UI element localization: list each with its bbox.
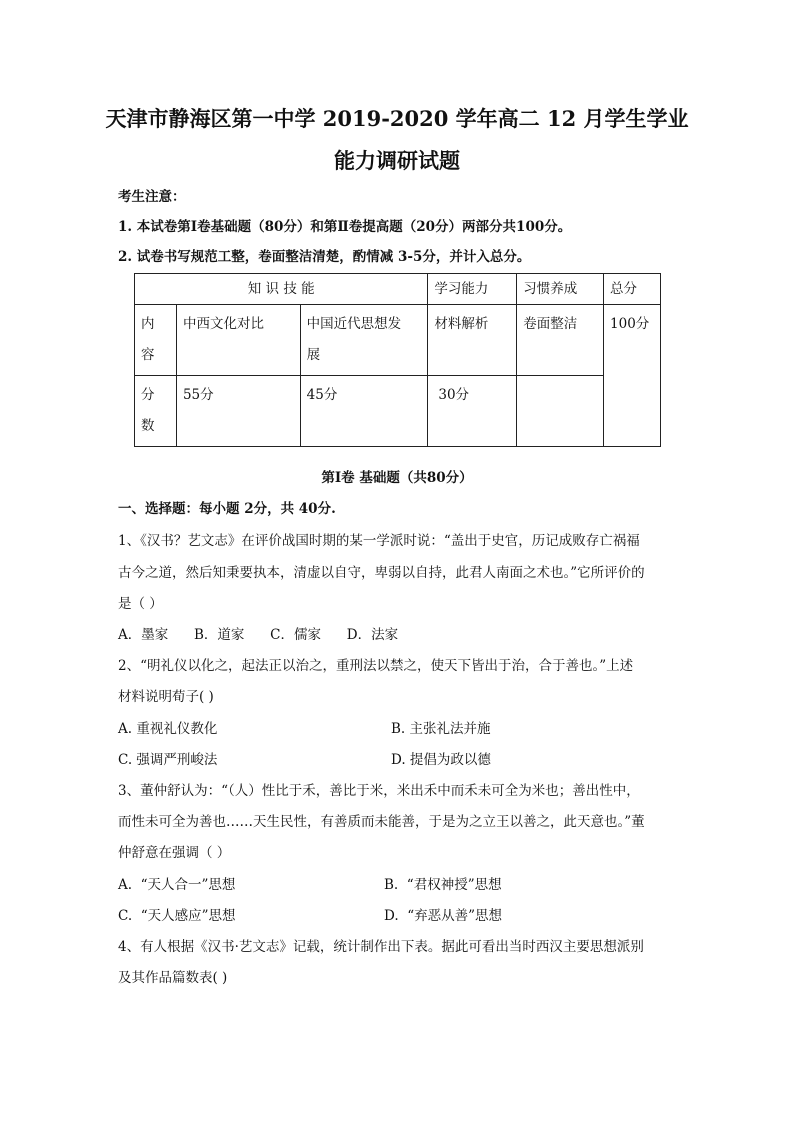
header-knowledge-skills: 知 识 技 能 [135,274,428,305]
score-row-label [135,376,177,447]
score-cell-culture: 55分 [176,376,300,447]
notice-item-2: 2. 试卷书写规范工整，卷面整洁清楚，酌情减 3-5分，并计入总分。 [118,249,531,265]
score-cell-neatness [517,376,604,447]
question-1-options: A．墨家 B．道家 C．儒家 D．法家 [118,627,399,643]
question-3-option-a: A. “天人合一”思想 [118,877,236,893]
question-2-line2: 材料说明荀子( ) [118,689,214,705]
question-2-line1: 2、“明礼仪以化之，起法正以治之，重刑法以禁之，使天下皆出于治，合于善也。”上述 [118,658,634,674]
content-label-bottom: 容 [141,347,155,363]
question-3-line3: 仲舒意在强调（ ） [118,845,231,861]
content-label-top: 内 [141,316,155,332]
content-cell-neatness: 卷面整洁 [517,305,604,376]
content-cell-thought-line2: 展 [306,347,321,363]
content-cell-thought-line1: 中国近代思想发 [306,316,402,332]
score-table-header-row [135,274,661,305]
header-habit-formation: 习惯养成 [517,274,604,305]
section-1-heading: 第Ⅰ卷 基础题（共80分） [321,470,473,486]
question-2-option-b: B. 主张礼法并施 [391,721,491,737]
question-4-line2: 及其作品篇数表( ) [118,970,228,986]
question-2-option-d: D. 提倡为政以德 [391,752,491,768]
question-1-line3: 是（ ） [118,596,163,612]
part-1-heading: 一、选择题：每小题 2分，共 40分. [118,501,336,517]
content-cell-material: 材料解析 [428,305,517,376]
score-table-score-row [135,376,661,447]
notice-item-1: 1. 本试卷第Ⅰ卷基础题（80分）和第Ⅱ卷提高题（20分）两部分共100分。 [118,219,572,235]
question-3-option-b: B. “君权神授”思想 [384,877,502,893]
notice-heading: 考生注意： [118,189,186,205]
score-label-top: 分 [141,387,155,403]
question-3-line1: 3、董仲舒认为：“（人）性比于禾，善比于米，米出禾中而禾未可全为米也；善出性中， [118,783,640,799]
score-cell-thought: 45分 [300,376,428,447]
question-3-option-c: C. “天人感应”思想 [118,908,236,924]
question-3-option-d: D. “弃恶从善”思想 [384,908,503,924]
question-2-option-a: A. 重视礼仪教化 [118,721,218,737]
exam-title-line2: 能力调研试题 [334,148,460,173]
content-cell-total: 100分 [604,305,661,447]
question-3-line2: 而性未可全为善也……天生民性，有善质而未能善，于是为之立王以善之，此天意也。”董 [118,814,645,830]
question-2-option-c: C. 强调严刑峻法 [118,752,218,768]
score-label-bottom: 数 [141,418,155,434]
content-cell-thought [300,305,428,376]
question-1-line2: 古今之道，然后知秉要执本，清虚以自守，卑弱以自持，此君人南面之术也。”它所评价的 [118,565,645,581]
score-table-content-row [135,305,661,376]
score-cell-material: 30分 [428,376,517,447]
score-table [134,273,661,447]
question-4-line1: 4、有人根据《汉书·艺文志》记载，统计制作出下表。据此可看出当时西汉主要思想派别 [118,939,644,955]
content-cell-culture: 中西文化对比 [176,305,300,376]
question-1-line1: 1、《汉书？艺文志》在评价战国时期的某一学派时说：“盖出于史官，历记成败存亡祸福 [118,533,640,549]
header-learning-ability: 学习能力 [428,274,517,305]
header-total: 总分 [604,274,661,305]
content-row-label [135,305,177,376]
exam-title-line1: 天津市静海区第一中学 2019-2020 学年高二 12 月学生学业 [105,106,689,131]
